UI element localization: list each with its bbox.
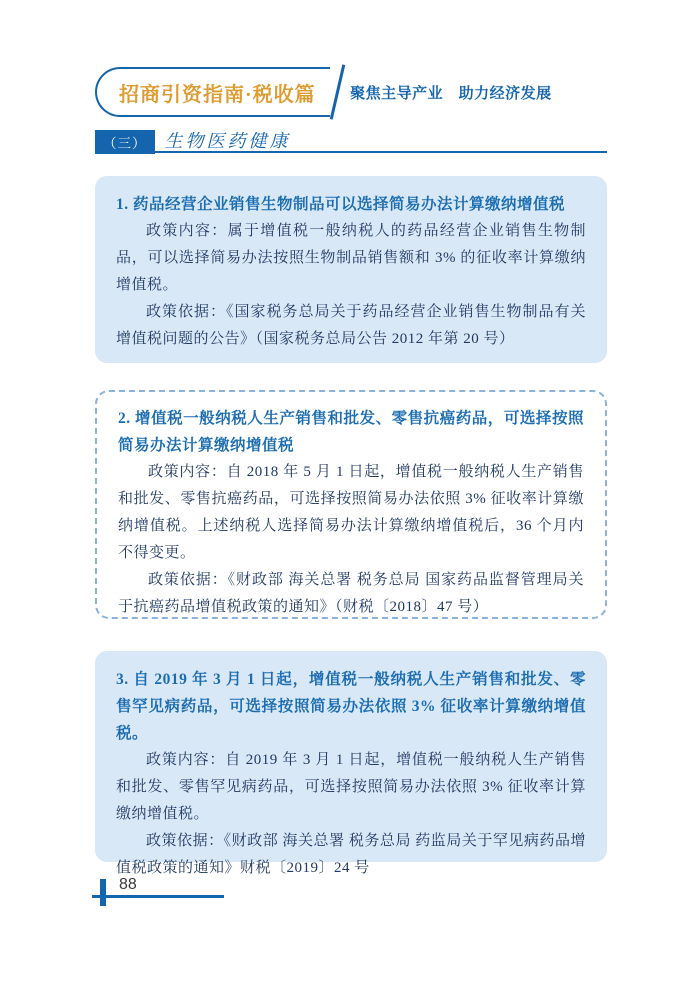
- guide-title-badge: [95, 67, 330, 117]
- section-heading: [95, 127, 291, 154]
- policy-box-3: [95, 651, 607, 876]
- header-tagline: 聚焦主导产业 助力经济发展: [350, 84, 552, 102]
- page-number: 88: [119, 876, 137, 893]
- footer-rule: [92, 895, 224, 898]
- policy-paragraph: 政策依据：《财政部 海关总署 税务总局 药监局关于罕见病药品增值税政策的通知》财税〔2019〕24 号: [116, 833, 586, 876]
- guide-title-label: 招商引资指南·税收篇: [119, 83, 316, 106]
- section-title: 生物医药健康: [164, 131, 291, 151]
- policy-box-title: 2. 增值税一般纳税人生产销售和批发、零售抗癌药品，可选择按照简易办法计算缴纳增值税: [118, 410, 584, 454]
- policy-paragraph: 政策内容：自 2018 年 5 月 1 日起，增值税一般纳税人生产销售和批发、零售抗癌药品，可选择按照简易办法依照 3% 征收率计算缴纳增值税。上述纳税人选择简易办法计算缴纳增值税后，36 个月内不得变更。: [118, 464, 584, 561]
- policy-paragraph: 政策内容：属于增值税一般纳税人的药品经营企业销售生物制品，可以选择简易办法按照生物制品销售额和 3% 的征收率计算缴纳增值税。: [116, 223, 586, 293]
- section-underline: [148, 151, 607, 153]
- section-number-badge: （三）: [95, 130, 155, 154]
- policy-box-1: [95, 176, 607, 363]
- policy-box-2: [95, 390, 607, 619]
- policy-paragraph: 政策依据：《国家税务总局关于药品经营企业销售生物制品有关增值税问题的公告》（国家税务总局公告 2012 年第 20 号）: [116, 304, 586, 347]
- policy-box-title: 1. 药品经营企业销售生物制品可以选择简易办法计算缴纳增值税: [116, 196, 566, 213]
- page-header: [95, 64, 552, 120]
- policy-paragraph: 政策依据：《财政部 海关总署 税务总局 国家药品监督管理局关于抗癌药品增值税政策的通知》（财税〔2018〕47 号）: [118, 572, 584, 615]
- slash-divider: [329, 64, 344, 119]
- policy-box-title: 3. 自 2019 年 3 月 1 日起，增值税一般纳税人生产销售和批发、零售罕见病药品，可选择按照简易办法依照 3% 征收率计算缴纳增值税。: [116, 671, 586, 742]
- policy-paragraph: 政策内容：自 2019 年 3 月 1 日起，增值税一般纳税人生产销售和批发、零售罕见病药品，可选择按照简易办法依照 3% 征收率计算缴纳增值税。: [116, 752, 586, 822]
- page-number-marker: [100, 879, 106, 906]
